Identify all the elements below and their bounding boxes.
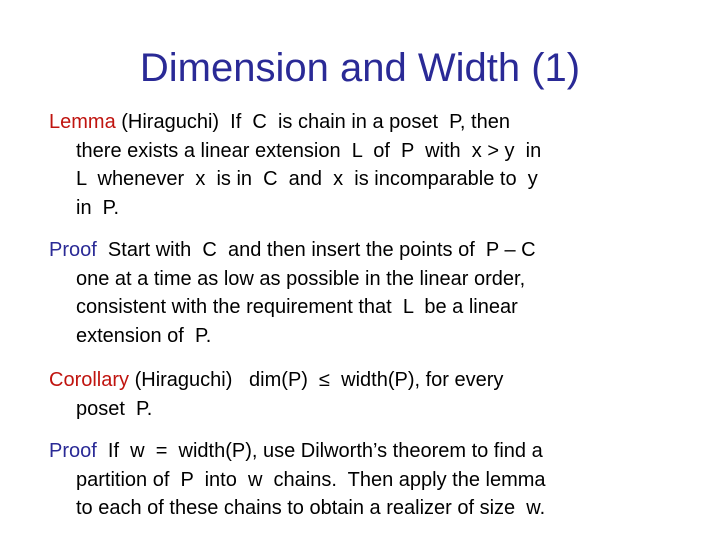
slide-title: Dimension and Width (1)	[139, 46, 581, 90]
proof1-line-4: extension of P.	[76, 324, 212, 347]
corollary-paragraph	[49, 366, 669, 423]
corollary-line-2: poset P.	[76, 397, 153, 420]
lemma-paragraph	[49, 108, 669, 222]
proof2-label: Proof	[49, 440, 97, 462]
proof2-line-2: partition of P into w chains. Then apply the lemma	[76, 468, 546, 491]
proof1-line-3: consistent with the requirement that L be a linear	[76, 296, 518, 318]
proof-paragraph-2	[49, 437, 669, 523]
proof1-label: Proof	[49, 239, 97, 261]
proof1-line-1: Proof Start with C and then insert the points of P – C	[49, 239, 536, 261]
lemma-line-4: in P.	[76, 196, 119, 219]
lemma-line-3: L whenever x is in C and x is incomparable to y	[76, 168, 538, 190]
proof2-line-1: Proof If w = width(P), use Dilworth’s theorem to find a	[49, 440, 543, 462]
corollary-line-1: Corollary (Hiraguchi) dim(P) ≤ width(P), for every	[49, 369, 504, 391]
proof-paragraph-1	[49, 236, 669, 350]
lemma-line-1: Lemma (Hiraguchi) If C is chain in a poset P, then	[49, 111, 510, 133]
lemma-line-2: there exists a linear extension L of P with x > y in	[76, 139, 542, 162]
corollary-label: Corollary	[49, 369, 130, 391]
proof1-line-2: one at a time as low as possible in the linear order,	[76, 267, 526, 290]
proof2-line-3: to each of these chains to obtain a realizer of size w.	[76, 497, 546, 519]
lemma-label: Lemma	[49, 111, 116, 133]
